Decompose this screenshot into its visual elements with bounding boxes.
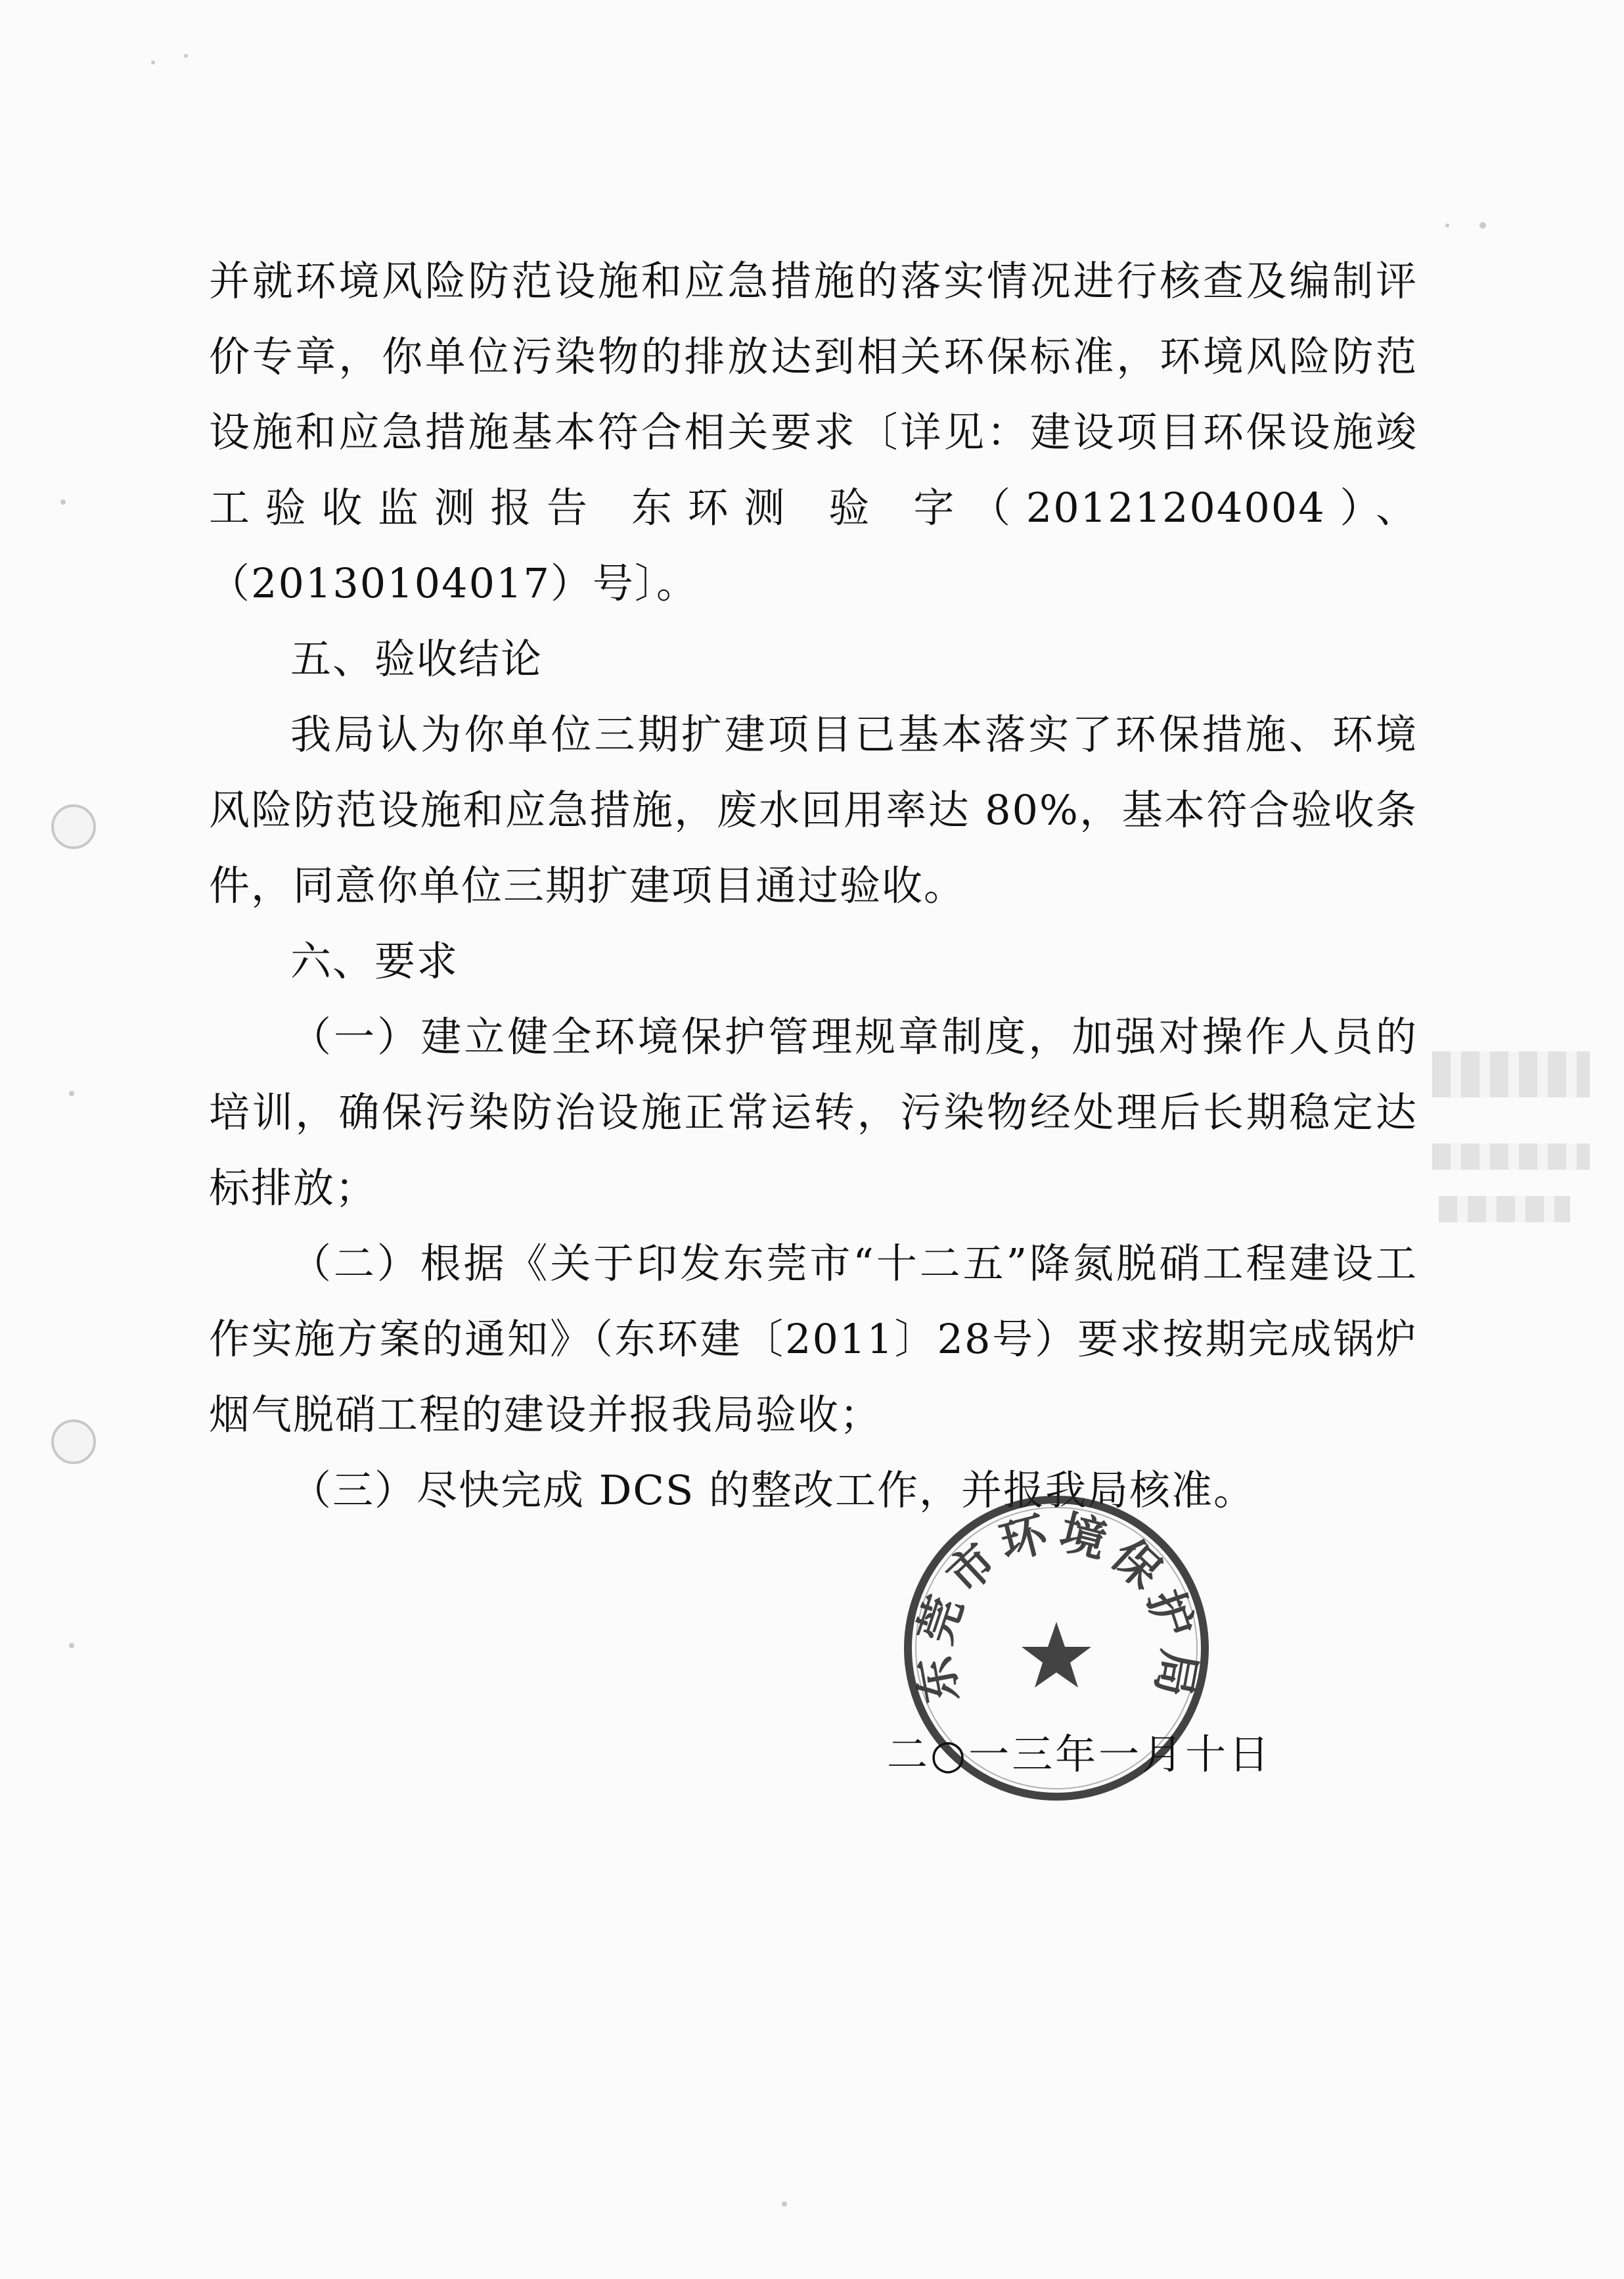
heading-requirements: 六、要求 [290, 937, 459, 985]
paragraph-continuation: 并就环境风险防范设施和应急措施的落实情况进行核查及编制评价专章，你单位污染物的排放达到相关环保标准，环境风险防范设施和应急措施基本符合相关要求〔详见：建设项目环保设施竣工验收监测报告 东环测 验 字（20121204004）、（20130104017）号〕。 [209, 257, 1418, 607]
scan-speck [151, 60, 155, 64]
scan-speck [60, 499, 66, 505]
paragraph-requirement-1: （一）建立健全环境保护管理规章制度，加强对操作人员的培训，确保污染防治设施正常运转，污染物经处理后长期稳定达标排放； [209, 1013, 1418, 1212]
punch-hole-bottom [51, 1419, 96, 1464]
document-body [209, 243, 1418, 1528]
paragraph-acceptance-conclusion: 我局认为你单位三期扩建项目已基本落实了环保措施、环境风险防范设施和应急措施，废水回用率达 80%，基本符合验收条件，同意你单位三期扩建项目通过验收。 [209, 710, 1418, 909]
paragraph-requirement-3: （三）尽快完成 DCS 的整改工作，并报我局核准。 [290, 1466, 1256, 1514]
scan-speck [782, 2201, 787, 2207]
seal-text: 东莞市环境保护局 [905, 1504, 1207, 1708]
paragraph-requirement-2: （二）根据《关于印发东莞市“十二五”降氮脱硝工程建设工作实施方案的通知》（东环建〔2011〕28号）要求按期完成锅炉烟气脱硝工程的建设并报我局验收； [209, 1239, 1418, 1439]
scan-smudge [1432, 1143, 1590, 1170]
scan-speck [69, 1643, 74, 1648]
scan-speck [184, 54, 188, 58]
punch-hole-top [51, 804, 96, 849]
scan-smudge [1439, 1196, 1570, 1222]
scan-speck [69, 1091, 74, 1096]
heading-acceptance-conclusion: 五、验收结论 [290, 635, 543, 683]
scan-smudge [1432, 1051, 1590, 1097]
star-icon [1022, 1622, 1091, 1688]
issue-date: 二○一三年一月十日 [887, 1730, 1273, 1778]
scan-speck [1479, 222, 1486, 229]
scan-speck [1445, 223, 1449, 227]
